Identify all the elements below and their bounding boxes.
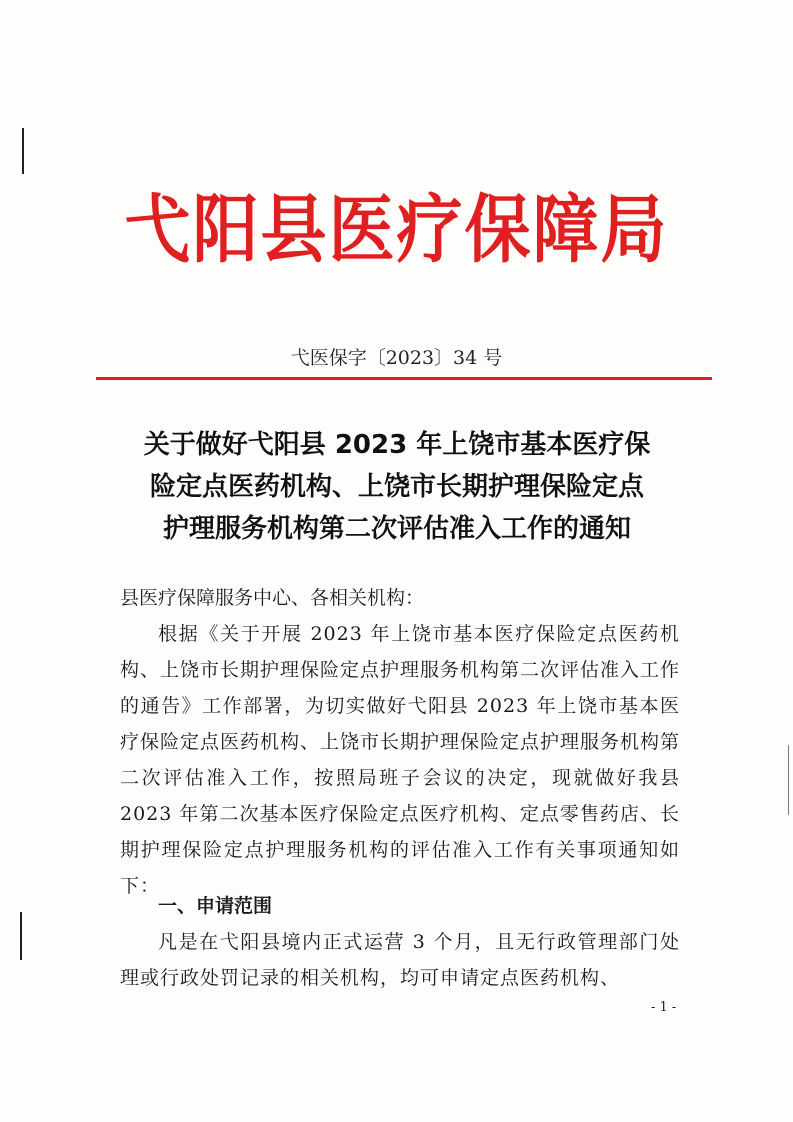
title-line-1: 关于做好弋阳县 2023 年上饶市基本医疗保 <box>143 430 651 460</box>
page-number: - 1 - <box>651 1000 677 1015</box>
body-paragraph-1: 根据《关于开展 2023 年上饶市基本医疗保险定点医药机构、上饶市长期护理保险定点护理服务机构第二次评估准入工作的通告》工作部署，为切实做好弋阳县 2023 年上饶市基本医疗保险定点医药机构、上饶市长期护理保险定点护理服务机构第二次评估准入工作，按照局班子会议的决定，现就做好我县 2023 年第二次基本医疗保险定点医疗机构、定点零售药店、长期护理保险定点护理服务机构的评估准入工作有关事项通知如下： <box>120 623 681 897</box>
salutation: 县医疗保障服务中心、各相关机构： <box>120 587 425 609</box>
agency-header: 弋阳县医疗保障局 <box>124 185 669 274</box>
section-heading-scope: 一、申请范围 <box>158 895 273 917</box>
scan-edge-mark-right <box>788 745 789 815</box>
title-line-3: 护理服务机构第二次评估准入工作的通知 <box>162 514 631 544</box>
title-line-2: 险定点医药机构、上饶市长期护理保险定点 <box>149 472 644 502</box>
document-title <box>90 424 704 550</box>
scan-edge-mark-bottom <box>20 912 22 960</box>
scan-edge-mark-top <box>22 128 24 174</box>
body-paragraph-2: 凡是在弋阳县境内正式运营 3 个月，且无行政管理部门处理或行政处罚记录的相关机构，均可申请定点医药机构、 <box>120 931 680 989</box>
document-number: 弋医保字〔2023〕34 号 <box>290 347 503 369</box>
red-divider-line <box>96 377 712 380</box>
